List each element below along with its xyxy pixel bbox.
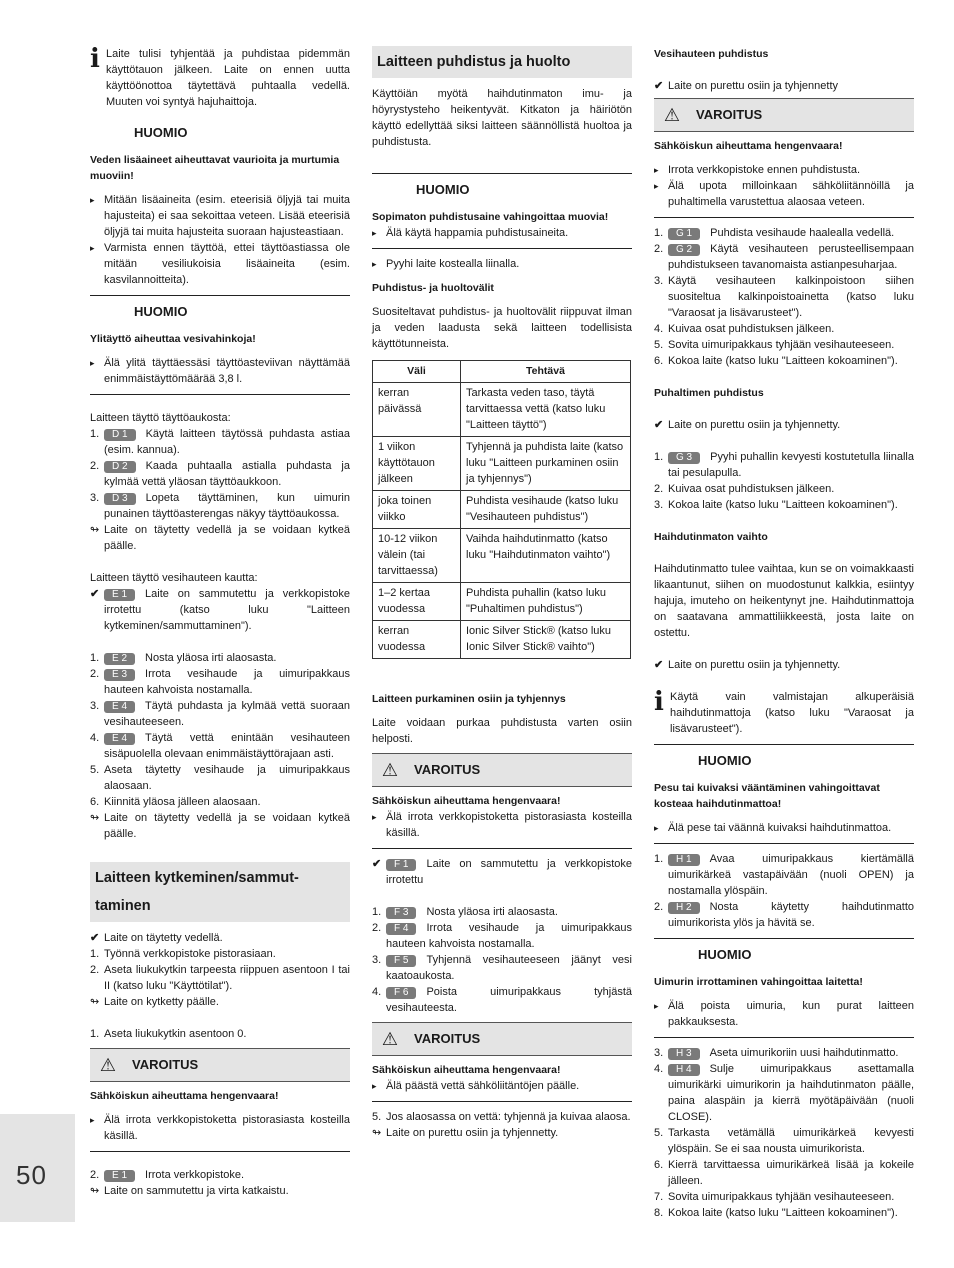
step-number: 3.: [654, 1047, 664, 1059]
step-number: 2.: [654, 243, 664, 255]
step-number: 2.: [90, 1169, 100, 1181]
step-text: Työnnä verkkopistoke pistorasiaan.: [104, 948, 276, 960]
table-row: [373, 529, 631, 583]
disassembly-steps: [372, 904, 632, 1016]
table-cell: Vaihda haihdutinmatto (katso luku "Haihdutinmaton vaihto"): [461, 529, 631, 583]
list-item: ▸ Mitään lisäaineita (esim. eteerisiä öljyjä tai muita hajusteita) ei saa sekoittaa veteen. Lisää eteerisiä öljyjä tai muita hajusteita suoraan hajusteastiaan.: [90, 192, 350, 240]
warning-heading: VAROITUS: [132, 1057, 199, 1072]
table-row: [373, 437, 631, 491]
precondition-text: Laite on purettu osiin ja tyhjennetty.: [668, 419, 841, 431]
column-header: Tehtävä: [461, 361, 631, 383]
step-text: Aseta liukukytkin tarpeesta riippuen asentoon I tai II (katso luku "Käyttötilat").: [104, 964, 350, 992]
warning-bar: [372, 753, 632, 787]
step-number: 2.: [90, 964, 100, 976]
table-cell: Tyhjennä ja puhdista laite (katso luku "Laitteen purkaminen osiin ja tyhjennys"): [461, 437, 631, 491]
figure-tag: F 4: [386, 923, 416, 935]
step-number: 3.: [90, 492, 100, 504]
check-icon: ✔: [654, 80, 664, 92]
figure-tag: F 6: [386, 987, 416, 999]
mat-intro: Haihdutinmatto tulee vaihtaa, kun se on voimakkaasti likaantunut, siihen on muodostunut kalkkia, esiintyy hajuja, imuteho on heikentynyt jne. Haihdutinmattoja on saatavana ammattiliikkeestä, josta laite on ostettu.: [654, 563, 914, 639]
step-number: 2.: [90, 460, 100, 472]
table-cell: kerran vuodessa: [373, 621, 461, 659]
figure-tag: G 3: [668, 452, 700, 464]
cleaning-list: [372, 256, 632, 272]
column-header: Väli: [373, 361, 461, 383]
table-cell: 1 viikon käyttötauon jälkeen: [373, 437, 461, 491]
divider: [654, 217, 914, 218]
list-item: ▸ Varmista ennen täyttöä, ettei täyttöastiassa ole mitään vesiliukoisia lisäaineita (esim. kasvilannoitteita).: [90, 240, 350, 288]
check-icon: ✔: [372, 858, 382, 870]
step-number: 8.: [654, 1207, 664, 1219]
step-text: Kierrä tarvittaessa uimurikärkeä lisää ja kokeile jälleen.: [668, 1159, 914, 1187]
figure-tag: E 3: [104, 669, 135, 681]
step-number: 5.: [654, 1127, 664, 1139]
result-arrow-icon: ↬: [372, 1127, 382, 1139]
precondition-text: Laite on täytetty vedellä.: [104, 932, 223, 944]
table-row: [373, 621, 631, 659]
intro-text: Käyttöiän myötä haihdutinmaton imu- ja höyrystysteho heikentyvät. Kitkaton ja häiriötön käyttö edellyttää siksi laitteen säännöllistä huoltoa ja puhdistusta.: [372, 88, 632, 148]
step-number: 1.: [90, 652, 100, 664]
step-number: 4.: [372, 986, 382, 998]
step-number: 5.: [90, 764, 100, 776]
step-text: Kokoa laite (katso luku "Laitteen kokoaminen").: [668, 355, 898, 367]
table-row: [373, 583, 631, 621]
result-arrow-icon: ↬: [90, 524, 100, 536]
warning-list: [372, 809, 632, 841]
figure-tag: G 1: [668, 228, 700, 240]
mat-steps: [654, 851, 914, 931]
list-item: ▸ Älä pese tai väännä kuivaksi haihdutinmattoa.: [654, 820, 914, 836]
warning-bold: Sähköiskun aiheuttama hengenvaara!: [372, 795, 561, 807]
step-text: Kiinnitä yläosa jälleen alaosaan.: [104, 796, 261, 808]
warning-triangle-icon: ⚠: [381, 1029, 399, 1049]
step-number: 5.: [372, 1111, 382, 1123]
step-text: Kokoa laite (katso luku "Laitteen kokoaminen").: [668, 1207, 898, 1219]
step-number: 1.: [90, 428, 100, 440]
check-icon: ✔: [90, 588, 100, 600]
notice-heading: HUOMIO: [416, 182, 470, 197]
divider: [372, 1101, 632, 1102]
check-icon: ✔: [90, 932, 100, 944]
notice-heading: HUOMIO: [698, 753, 752, 768]
column-1: [90, 46, 350, 1199]
warning-triangle-icon: ⚠: [663, 105, 681, 125]
warning-bar: [654, 98, 914, 132]
precondition-text: Laite on sammutettu ja verkkopistoke irrotettu: [386, 858, 632, 886]
figure-tag: H 2: [668, 902, 700, 914]
step-text: Aseta uimurikoriin uusi haihdutinmatto.: [709, 1047, 899, 1059]
column-2: [372, 46, 632, 1141]
warning-list: [654, 162, 914, 210]
step-number: 5.: [654, 339, 664, 351]
step-number: 1.: [654, 451, 664, 463]
list-item: ▸ Älä poista uimuria, kun purat laitteen pakkauksesta.: [654, 998, 914, 1030]
info-note: [90, 46, 350, 110]
step-number: 6.: [654, 1159, 664, 1171]
column-3: [654, 46, 914, 1221]
figure-tag: F 1: [386, 859, 416, 871]
step-text: Kaada puhtaalla astialla puhdasta ja kylmää vettä yläosan täyttöaukkoon.: [104, 460, 350, 488]
result-text: Laite on sammutettu ja virta katkaistu.: [104, 1185, 289, 1197]
step-text: Irrota vesihaude ja uimuripakkaus hauteen kahvoista nostamalla.: [386, 922, 632, 950]
step-text: Aseta täytetty vesihaude ja uimuripakkaus alaosaan.: [104, 764, 350, 792]
list-item: ▸ Älä upota milloinkaan sähköliitännöillä ja puhaltimella varustettua alaosaa veteen.: [654, 178, 914, 210]
fill-intro: Laitteen täyttö täyttöaukosta:: [90, 412, 231, 424]
info-note: [654, 689, 914, 737]
figure-tag: H 1: [668, 854, 700, 866]
check-icon: ✔: [654, 419, 664, 431]
divider: [372, 248, 632, 249]
result-text: Laite on täytetty vedellä ja se voidaan kytkeä päälle.: [104, 812, 350, 840]
list-item: ▸ Älä ylitä täyttäessäsi täyttöasteviivan näyttämää enimmäistäyttömäärää 3,8 l.: [90, 355, 350, 387]
table-cell: kerran päivässä: [373, 383, 461, 437]
step-text: Kokoa laite (katso luku "Laitteen kokoaminen").: [668, 499, 898, 511]
table-cell: Ionic Silver Stick® (katso luku Ionic Silver Stick® vaihto"): [461, 621, 631, 659]
subheading: Puhdistus- ja huoltovälit: [372, 282, 494, 294]
step-number: 3.: [372, 954, 382, 966]
fill-steps: [90, 426, 350, 554]
step-text: Aseta liukukytkin asentoon 0.: [104, 1028, 247, 1040]
result-text: Laite on kytketty päälle.: [104, 996, 219, 1008]
step-text: Nosta käytetty haihdutinmatto uimurikorista ylös ja hävitä se.: [668, 901, 914, 929]
step-text: Täytä puhdasta ja kylmää vettä suoraan vesihauteeseen.: [104, 700, 350, 728]
step-text: Kuivaa osat puhdistuksen jälkeen.: [668, 483, 835, 495]
step-text: Pyyhi puhallin kevyesti kostutetulla liinalla tai pesulapulla.: [668, 451, 914, 479]
figure-tag: E 4: [104, 733, 135, 745]
warning-heading: VAROITUS: [414, 762, 481, 777]
fill-intro: Laitteen täyttö vesihauteen kautta:: [90, 572, 258, 584]
step-number: 1.: [90, 1028, 100, 1040]
notice-heading: HUOMIO: [698, 947, 752, 962]
info-text: Käytä vain valmistajan alkuperäisiä haihdutinmattoja (katso luku "Varaosat ja lisävarusteet").: [670, 691, 914, 735]
notice-bold: Veden lisäaineet aiheuttavat vaurioita ja murtumia muoviin!: [90, 154, 340, 182]
table-row: [373, 491, 631, 529]
step-text: Jos alaosassa on vettä: tyhjennä ja kuivaa alaosa.: [386, 1111, 631, 1123]
step-text: Sovita uimuripakkaus tyhjään vesihauteeseen.: [668, 339, 895, 351]
table-header-row: [373, 361, 631, 383]
subheading: Puhaltimen puhdistus: [654, 387, 764, 399]
figure-tag: E 1: [104, 1170, 135, 1182]
step-number: 2.: [90, 668, 100, 680]
info-icon: i: [654, 687, 664, 717]
result-arrow-icon: ↬: [90, 812, 100, 824]
list-item: ▸ Älä käytä happamia puhdistusaineita.: [372, 225, 632, 241]
figure-tag: H 3: [668, 1048, 700, 1060]
precondition-text: Laite on purettu osiin ja tyhjennetty: [668, 80, 839, 92]
step-text: Irrota vesihaude ja uimuripakkaus hauteen kahvoista nostamalla.: [104, 668, 350, 696]
notice-list: [90, 355, 350, 387]
step-number: 3.: [90, 700, 100, 712]
result-text: Laite on purettu osiin ja tyhjennetty.: [386, 1127, 559, 1139]
warning-triangle-icon: ⚠: [99, 1055, 117, 1075]
fill-steps: [90, 650, 350, 842]
warning-bold: Sähköiskun aiheuttama hengenvaara!: [654, 140, 843, 152]
step-text: Käytä vesihauteen kalkinpoistoon siihen suositeltua kalkinpoistoainetta (katso luku "Varaosat ja lisävarusteet").: [668, 275, 914, 319]
step-text: Irrota verkkopistoke.: [145, 1169, 245, 1181]
warning-list: [90, 1112, 350, 1144]
divider: [90, 394, 350, 395]
step-number: 4.: [654, 323, 664, 335]
notice-heading: HUOMIO: [134, 125, 188, 140]
step-text: Käytä laitteen täytössä puhdasta astiaa (esim. kannua).: [104, 428, 350, 456]
warning-bold: Sähköiskun aiheuttama hengenvaara!: [372, 1064, 561, 1076]
step-text: Avaa uimuripakkaus kiertämällä uimurikärkeä vastapäivään (nuoli OPEN) ja nostamalla ylöspäin.: [668, 853, 914, 897]
interval-table: [372, 360, 631, 659]
step-number: 1.: [654, 227, 664, 239]
divider: [654, 843, 914, 844]
notice-bold: Pesu tai kuivaksi vääntäminen vahingoittavat kosteaa haihdutinmattoa!: [654, 782, 880, 810]
step-text: Tarkasta vetämällä uimurikärkeä kevyesti ylöspäin. Se ei saa nousta uimurikorista.: [668, 1127, 914, 1155]
step-number: 6.: [90, 796, 100, 808]
figure-tag: E 2: [104, 653, 135, 665]
disassembly-intro: Laite voidaan purkaa puhdistusta varten osiin helposti.: [372, 717, 632, 745]
notice-heading: HUOMIO: [134, 304, 188, 319]
result-arrow-icon: ↬: [90, 1185, 100, 1197]
step-number: 3.: [654, 499, 664, 511]
figure-tag: F 3: [386, 907, 416, 919]
notice-list: [90, 192, 350, 288]
step-number: 1.: [372, 906, 382, 918]
notice-bold: Uimurin irrottaminen vahingoittaa laitetta!: [654, 976, 863, 988]
figure-tag: E 4: [104, 701, 135, 713]
warning-list: [372, 1078, 632, 1094]
step-text: Kuivaa osat puhdistuksen jälkeen.: [668, 323, 835, 335]
step-text: Poista uimuripakkaus tyhjästä vesihauteesta.: [386, 986, 632, 1014]
notice-list: [654, 820, 914, 836]
divider: [654, 938, 914, 939]
step-text: Nosta yläosa irti alaosasta.: [426, 906, 558, 918]
figure-tag: F 5: [386, 955, 416, 967]
step-text: Lopeta täyttäminen, kun uimurin punainen täyttöasterengas näkyy täyttöaukossa.: [104, 492, 350, 520]
warning-heading: VAROITUS: [696, 107, 763, 122]
step-number: 4.: [654, 1063, 664, 1075]
divider: [90, 295, 350, 296]
step-number: 2.: [372, 922, 382, 934]
section-heading: Laitteen kytkeminen/sammut-taminen: [90, 862, 350, 922]
warning-bold: Sähköiskun aiheuttama hengenvaara!: [90, 1090, 279, 1102]
table-cell: joka toinen viikko: [373, 491, 461, 529]
mat-steps: [654, 1045, 914, 1221]
step-number: 4.: [90, 732, 100, 744]
section-heading: Laitteen puhdistus ja huolto: [372, 46, 632, 78]
subheading: Laitteen purkaminen osiin ja tyhjennys: [372, 693, 566, 705]
list-item: ▸ Älä päästä vettä sähköliitäntöjen päälle.: [372, 1078, 632, 1094]
list-item: ▸ Älä irrota verkkopistoketta pistorasiasta kosteilla käsillä.: [90, 1112, 350, 1144]
figure-tag: H 4: [668, 1064, 700, 1076]
step-number: 1.: [654, 853, 664, 865]
step-text: Nosta yläosa irti alaosasta.: [145, 652, 277, 664]
divider: [90, 1151, 350, 1152]
list-item: ▸ Pyyhi laite kostealla liinalla.: [372, 256, 632, 272]
step-number: 3.: [654, 275, 664, 287]
divider: [372, 848, 632, 849]
divider: [372, 173, 632, 174]
list-item: ▸ Irrota verkkopistoke ennen puhdistusta.: [654, 162, 914, 178]
notice-bold: Ylitäyttö aiheuttaa vesivahinkoja!: [90, 333, 256, 345]
step-text: Käytä vesihauteen perusteellisempaan puhdistukseen tavanomaista astianpesuharjaa.: [668, 243, 914, 271]
figure-tag: G 2: [668, 244, 700, 256]
interval-intro: Suositeltavat puhdistus- ja huoltovälit riippuvat ilman ja veden laadusta sekä laitteen todellisista käyttötunneista.: [372, 306, 632, 350]
step-number: 6.: [654, 355, 664, 367]
subheading: Vesihauteen puhdistus: [654, 48, 769, 60]
warning-bar: [372, 1022, 632, 1056]
warning-bar: [90, 1048, 350, 1082]
info-icon: i: [90, 44, 100, 74]
warning-triangle-icon: ⚠: [381, 760, 399, 780]
figure-tag: D 3: [104, 493, 136, 505]
precondition-text: Laite on sammutettu ja verkkopistoke irrotettu (katso luku "Laitteen kytkeminen/sammuttaminen").: [104, 588, 350, 632]
figure-tag: E 1: [104, 589, 135, 601]
table-cell: 1–2 kertaa vuodessa: [373, 583, 461, 621]
divider: [654, 744, 914, 745]
page-number: 50: [16, 1160, 47, 1190]
table-row: [373, 383, 631, 437]
figure-tag: D 2: [104, 461, 136, 473]
step-text: Täytä vettä enintään vesihauteen sisäpuolella olevaan enimmäistäyttörajaan asti.: [104, 732, 350, 760]
table-cell: Tarkasta veden taso, täytä tarvittaessa vettä (katso luku "Laitteen täyttö"): [461, 383, 631, 437]
list-item: ▸ Älä irrota verkkopistoketta pistorasiasta kosteilla käsillä.: [372, 809, 632, 841]
subheading: Haihdutinmaton vaihto: [654, 531, 768, 543]
step-number: 1.: [90, 948, 100, 960]
table-cell: 10-12 viikon välein (tai tarvittaessa): [373, 529, 461, 583]
notice-list: [654, 998, 914, 1030]
step-text: Puhdista vesihaude haalealla vedellä.: [710, 227, 895, 239]
divider: [654, 1037, 914, 1038]
step-number: 7.: [654, 1191, 664, 1203]
figure-tag: D 1: [104, 429, 136, 441]
notice-list: [372, 225, 632, 241]
result-text: Laite on täytetty vedellä ja se voidaan kytkeä päälle.: [104, 524, 350, 552]
fan-steps: [654, 449, 914, 513]
step-text: Tyhjennä vesihauteeseen jäänyt vesi kaatoaukosta.: [386, 954, 632, 982]
table-cell: Puhdista vesihaude (katso luku "Vesihauteen puhdistus"): [461, 491, 631, 529]
check-icon: ✔: [654, 659, 664, 671]
step-text: Sulje uimuripakkaus asettamalla uimurikärki uimurikorin ja haihdutinmaton päälle, paina alaspäin ja kierrä myötäpäivään (nuoli CLOSE).: [668, 1063, 914, 1123]
notice-bold: Sopimaton puhdistusaine vahingoittaa muovia!: [372, 211, 609, 223]
info-text: Laite tulisi tyhjentää ja puhdistaa pidemmän käyttötauon jälkeen. Laite on ennen uutta käyttöönottoa täytettävä puhtaalla vedellä. Muuten voi syntyä hajuhaittoja.: [106, 48, 350, 108]
step-number: 2.: [654, 483, 664, 495]
step-number: 2.: [654, 901, 664, 913]
table-cell: Puhdista puhallin (katso luku "Puhaltimen puhdistus"): [461, 583, 631, 621]
warning-heading: VAROITUS: [414, 1031, 481, 1046]
step-text: Sovita uimuripakkaus tyhjään vesihauteeseen.: [668, 1191, 895, 1203]
result-arrow-icon: ↬: [90, 996, 100, 1008]
precondition-text: Laite on purettu osiin ja tyhjennetty.: [668, 659, 841, 671]
bath-steps: [654, 225, 914, 369]
